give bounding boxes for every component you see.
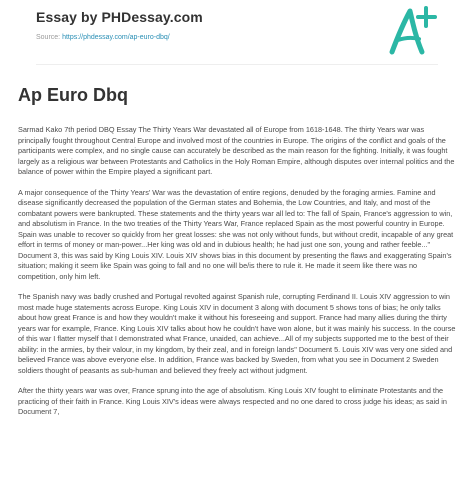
page-title: Ap Euro Dbq	[18, 85, 128, 105]
a-plus-logo-icon	[380, 2, 440, 62]
essay-body	[18, 125, 456, 428]
essay-paragraph-4: After the thirty years war was over, France sprung into the age of absolutism. King Louis XIV fought to eliminate Protestants and the practicing of their faith in France. King Louis XIV's ideas were always respected and no one dared to cross judge his ideas; as said in Document 7,	[18, 386, 447, 416]
source-line	[36, 34, 170, 41]
essay-paragraph-3: The Spanish navy was badly crushed and Portugal revolted against Spanish rule, corrupting Ferdinand II. Louis XIV aggression to win most made huge statements across Europe. King Louis XIV in document 3 along with document 5 shows tons of bias; he only talks about how great France is and how they wouldn't make it without his foreseeing and support. France had many allies during the thirty years war for example, France. King Louis XIV talks about how he couldn't have won alone, but it was mainly his success. In the course of this war I flatter myself that I demonstrated what France, unaided, can achieve...All of my subjects supported me to the best of their ability: in the armies, by their valour, in my kingdom, by their zeal, and in foreign lands" Document 5. Louis XIV was very one sided and believed France was above everyone else. In addition, France was backed by Sweden, from what you see in Document 2 Sweden soldiers thought of peasants as sub-human and believed they freely act without judgment.	[18, 292, 456, 375]
page-header	[18, 0, 456, 72]
essay-paragraph-1: Sarmad Kako 7th period DBQ Essay The Thirty Years War devastated all of Europe from 1618-1648. The thirty Years war was principally fought throughout Central Europe and involved most of the countries in Europe. The origins of the conflict and goals of the participants were complex, and no single cause can accurately be described as the main reason for the fighting. Initially, it was fought largely as a religious war between Protestants and Catholics in the Holy Roman Empire, although disputes over internal politics and the balance of power within the Empire played a significant part.	[18, 125, 455, 176]
source-label: Source:	[36, 34, 63, 41]
brand-title: Essay by PHDessay.com	[36, 9, 203, 25]
header-divider	[36, 64, 438, 65]
essay-paragraph-2: A major consequence of the Thirty Years' War was the devastation of entire regions, denuded by the foraging armies. Famine and disease significantly decreased the population of the German states and Bohemia, the Low Countries, and Italy, and most of the combatant powers were bankrupted. These statements and the thirty years war all led to: The fall of Spain, France's aggression to win, and absolutism in France. In the two treaties of the Thirty Years War, France replaced Spain as the most powerful country in Europe. Spain was unable to recover so quickly from her great losses: she was not only without funds, but without credit, incapable of any great effort in terms of money or man-power...Her king was old and in dubious health; he had just one son, young and rather feeble..." Document 3, this was said by King Louis XIV. Louis XIV shows bias in this document by presenting the flaws and exaggerating Spain's situation; making it seem like Spain was going to fall and no one will be/is there to rule it. He made it seem like there was no competition, only him left.	[18, 187, 454, 281]
source-link[interactable]: https://phdessay.com/ap-euro-dbq/	[62, 34, 170, 41]
